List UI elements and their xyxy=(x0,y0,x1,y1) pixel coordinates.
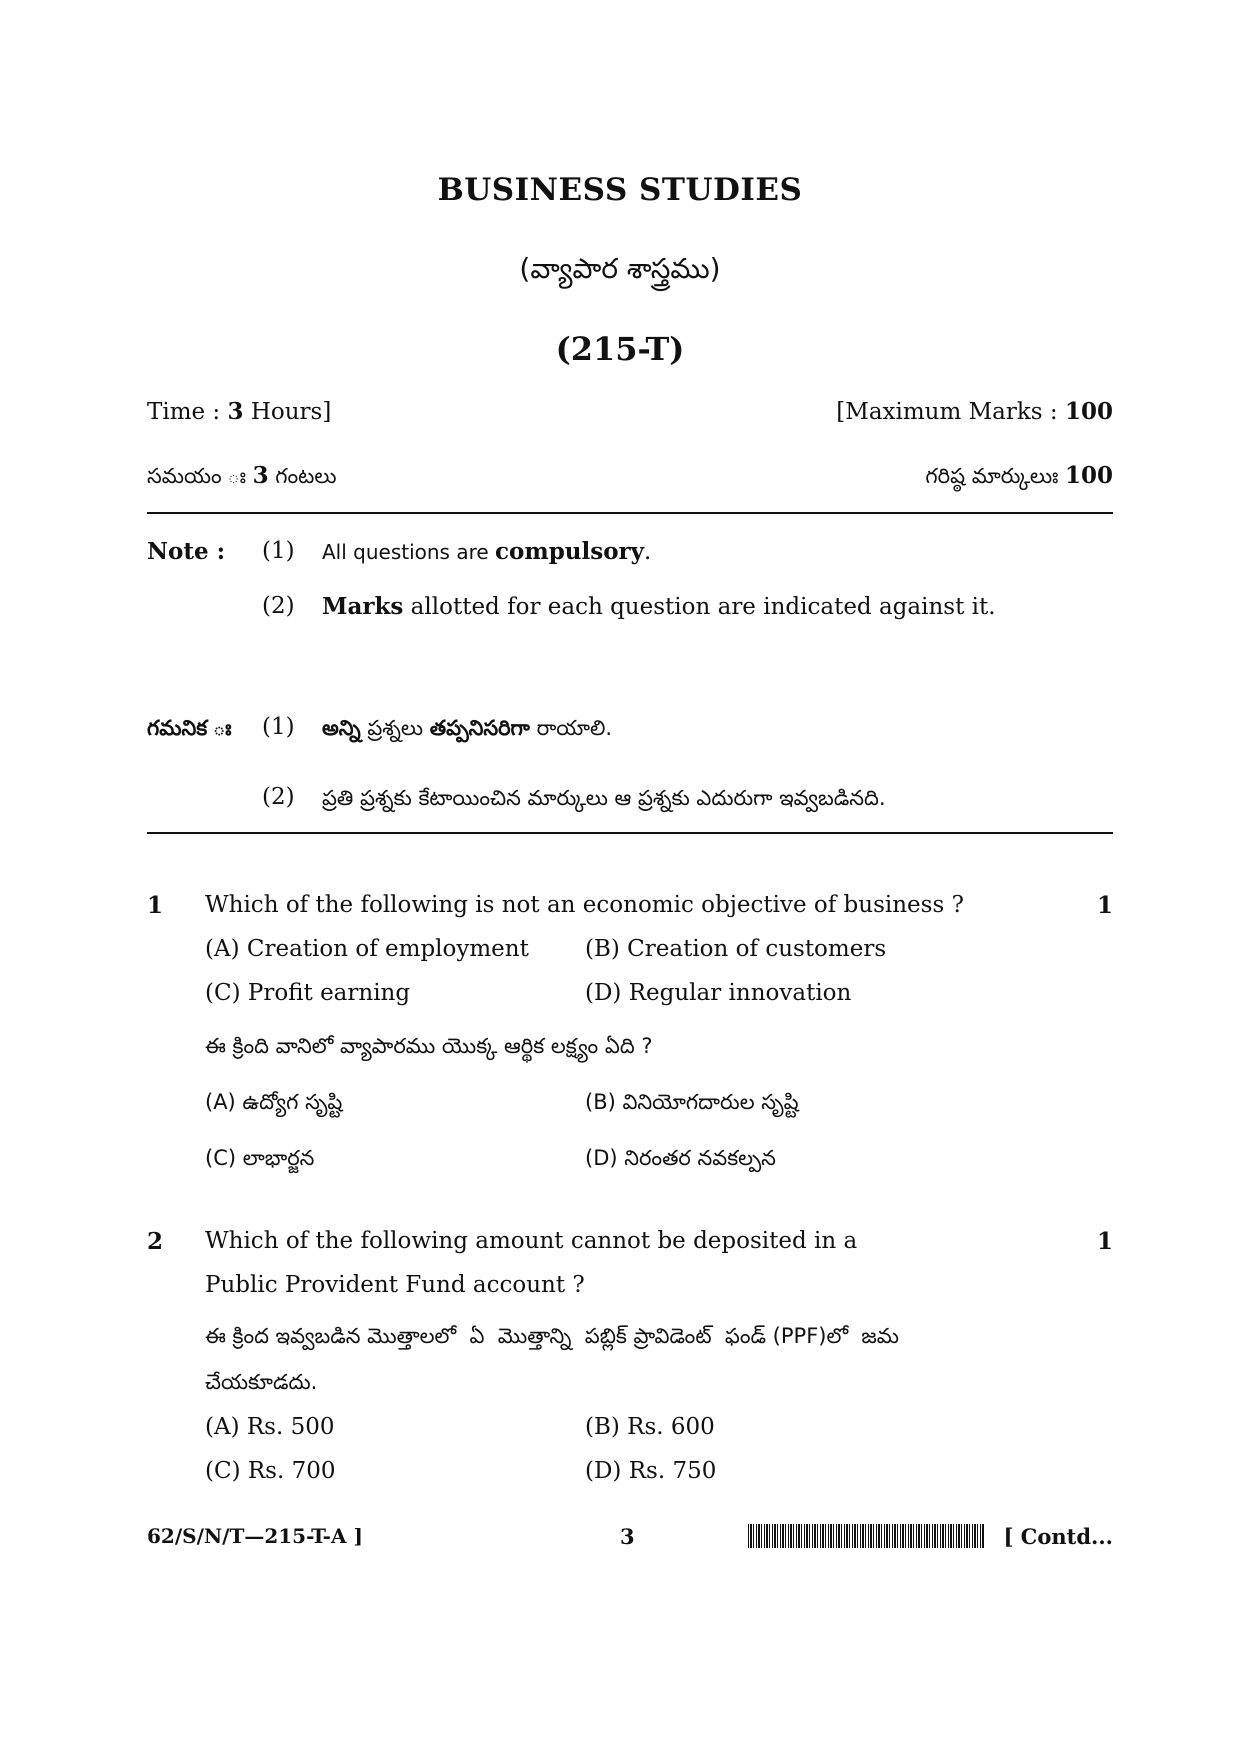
option-b: (B) Creation of customers xyxy=(585,936,887,962)
option-c-telugu: (C) లాభార్జన xyxy=(205,1146,315,1170)
paper-code: (215-T) xyxy=(555,330,685,368)
note-label: Note : xyxy=(147,538,226,565)
divider-top xyxy=(147,512,1113,514)
page-title: BUSINESS STUDIES xyxy=(437,172,803,208)
page-number: 3 xyxy=(620,1524,635,1549)
note-2-number: (2) xyxy=(262,593,295,619)
time-info-telugu: సమయం ః 3 గంటలు xyxy=(147,462,337,489)
note-label-telugu: గమనిక ః xyxy=(147,716,232,740)
question-text: Which of the following is not an economic objective of business ? xyxy=(205,892,964,918)
note-1-text: All questions are compulsory. xyxy=(322,538,652,565)
option-c: (C) Profit earning xyxy=(205,980,411,1006)
time-info: Time : 3 Hours] xyxy=(147,398,332,425)
option-c: (C) Rs. 700 xyxy=(205,1458,336,1484)
option-b-telugu: (B) వినియోగదారుల సృష్టి xyxy=(585,1090,799,1114)
option-d: (D) Rs. 750 xyxy=(585,1458,717,1484)
footer-paper-code: 62/S/N/T—215-T-A ] xyxy=(147,1524,363,1548)
max-marks-info-telugu: గరిష్ఠ మార్కులుః 100 xyxy=(925,462,1113,489)
option-d: (D) Regular innovation xyxy=(585,980,852,1006)
question-text-telugu-line1: ఈ క్రింద ఇవ్వబడిన మొత్తాలలో ఏ మొత్తాన్ని పబ్లిక్ ప్రావిడెంట్ ఫండ్ (PPF)లో జమ xyxy=(205,1324,899,1348)
max-marks-info: [Maximum Marks : 100 xyxy=(836,398,1113,425)
continued-label: [ Contd... xyxy=(1003,1524,1113,1549)
note-2-text: Marks allotted for each question are indicated against it. xyxy=(322,593,996,620)
note-te-1-number: (1) xyxy=(262,714,295,740)
option-d-telugu: (D) నిరంతర నవకల్పన xyxy=(585,1146,776,1170)
option-a-telugu: (A) ఉద్యోగ సృష్టి xyxy=(205,1090,343,1114)
option-a: (A) Rs. 500 xyxy=(205,1414,335,1440)
option-b: (B) Rs. 600 xyxy=(585,1414,715,1440)
question-text-line2: Public Provident Fund account ? xyxy=(205,1272,585,1298)
question-text-line1: Which of the following amount cannot be deposited in a xyxy=(205,1228,858,1254)
barcode xyxy=(748,1524,984,1548)
question-text-telugu-line2: చేయకూడదు. xyxy=(205,1370,318,1394)
question-marks: 1 xyxy=(1096,892,1113,919)
note-te-2-text: ప్రతి ప్రశ్నకు కేటాయించిన మార్కులు ఆ ప్రశ్నకు ఎదురుగా ఇవ్వబడినది. xyxy=(322,786,886,810)
note-te-2-number: (2) xyxy=(262,784,295,810)
divider-bottom xyxy=(147,832,1113,834)
note-1-number: (1) xyxy=(262,538,295,564)
question-marks: 1 xyxy=(1096,1228,1113,1255)
page-subtitle-telugu: (వ్యాపార శాస్త్రము) xyxy=(519,252,721,285)
question-number: 2 xyxy=(147,1228,164,1255)
question-text-telugu: ఈ క్రింది వానిలో వ్యాపారము యొక్క ఆర్థిక లక్ష్యం ఏది ? xyxy=(205,1034,653,1058)
option-a: (A) Creation of employment xyxy=(205,936,529,962)
note-te-1-text: అన్ని ప్రశ్నలు తప్పనిసరిగా రాయాలి. xyxy=(322,716,613,740)
question-number: 1 xyxy=(147,892,164,919)
